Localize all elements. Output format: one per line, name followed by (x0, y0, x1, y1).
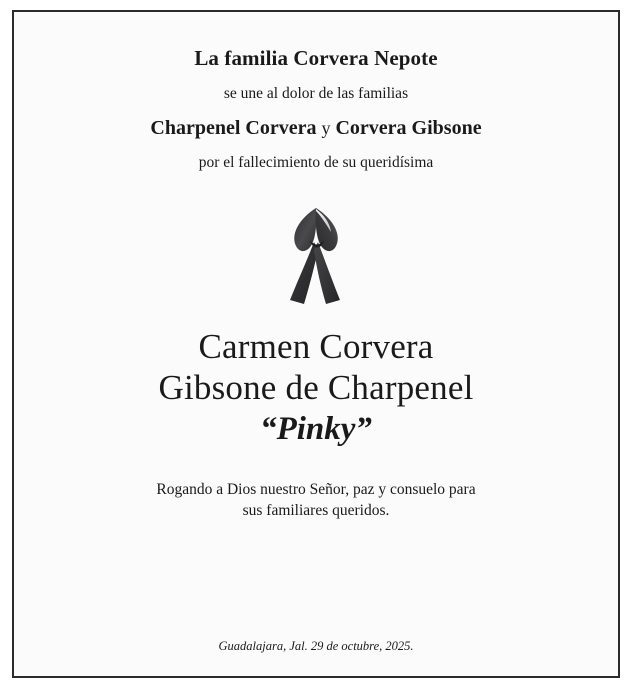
mourning-ribbon-icon (54, 192, 578, 312)
deceased-name-line-2: Gibsone de Charpenel (158, 368, 474, 408)
condolence-line: se une al dolor de las familias (223, 85, 409, 102)
deceased-nickname: “Pinky” (260, 410, 372, 447)
prayer-line-2: sus familiares queridos. (242, 501, 390, 519)
family-a-name: Charpenel Corvera (150, 117, 317, 139)
obituary-frame (12, 10, 620, 678)
deceased-name-line-1: Carmen Corvera (198, 327, 434, 366)
grieving-families-line (54, 117, 578, 140)
conjunction-word: y (321, 118, 331, 138)
family-b-name: Corvera Gibsone (335, 117, 482, 139)
place-and-date: Guadalajara, Jal. 29 de octubre, 2025. (218, 639, 414, 653)
reason-line: por el fallecimiento de su queridísima (198, 154, 434, 171)
prayer-text (54, 480, 578, 522)
prayer-line-1: Rogando a Dios nuestro Señor, paz y consuelo para (156, 480, 476, 498)
deceased-name (54, 326, 578, 409)
announcing-family-name: La familia Corvera Nepote (194, 46, 438, 70)
